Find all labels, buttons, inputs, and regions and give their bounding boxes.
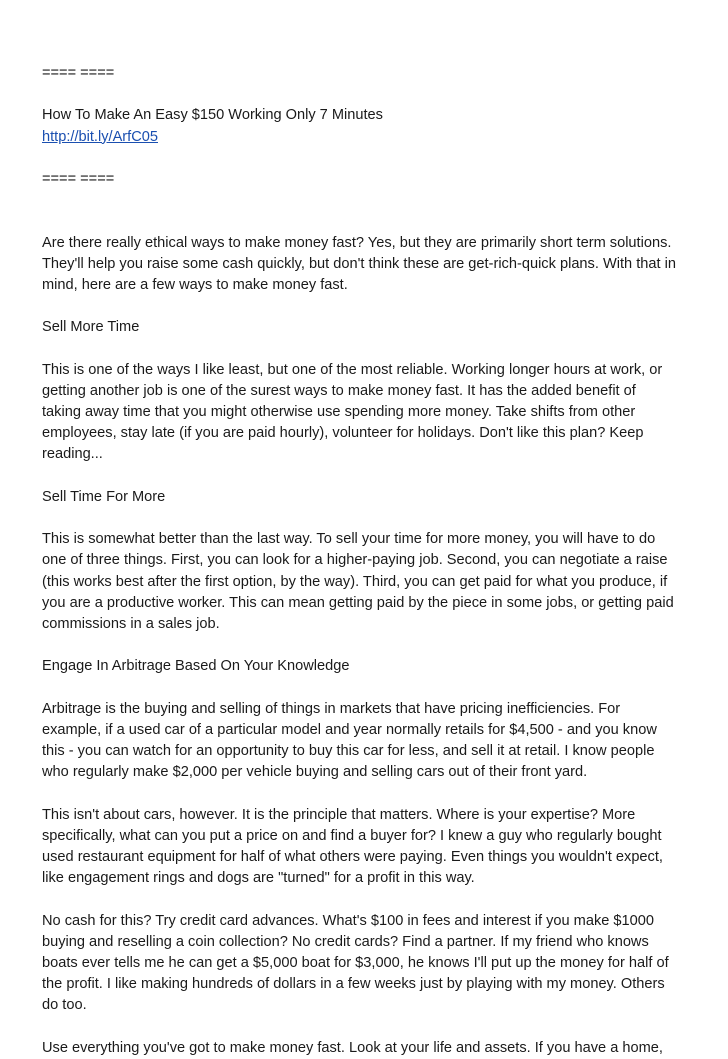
spacer <box>42 148 690 169</box>
document-title: How To Make An Easy $150 Working Only 7 Minutes <box>42 107 383 124</box>
spacer <box>42 783 690 804</box>
paragraph-line: commissions in a sales job. <box>42 615 220 632</box>
paragraph-line: this - you can watch for an opportunity to buy this car for less, and sell it at retail. I know people <box>42 743 655 759</box>
paragraph-line: Arbitrage is the buying and selling of things in markets that have pricing inefficiencies. For <box>42 700 621 717</box>
section-arbitrage <box>42 656 690 783</box>
source-link-text[interactable]: http://bit.ly/ArfC05 <box>42 128 158 145</box>
spacer <box>42 635 690 656</box>
paragraph-line: used restaurant equipment for half of what others were paying. Even things you wouldn't expect, <box>42 848 663 865</box>
intro-paragraph <box>42 233 690 297</box>
paragraph-line: This isn't about cars, however. It is the principle that matters. Where is your expertise? More <box>42 806 636 823</box>
spacer <box>42 84 690 105</box>
paragraph-principle <box>42 805 690 890</box>
paragraph-line: who regularly make $2,000 per vehicle buying and selling cars out of their front yard. <box>42 764 588 781</box>
separator-top: ==== ==== <box>42 65 115 81</box>
paragraph-line: Are there really ethical ways to make money fast? Yes, but they are primarily short term solutions. <box>42 234 672 251</box>
paragraph-line: reading... <box>42 446 103 463</box>
paragraph-line: (this works best after the first option, by the way). Third, you can get paid for what you produce, if <box>42 573 668 590</box>
paragraph-line: like engagement rings and dogs are "turned" for a profit in this way. <box>42 870 475 887</box>
paragraph-use-everything <box>42 1038 690 1059</box>
spacer <box>42 889 690 910</box>
spacer <box>42 677 690 698</box>
paragraph-line: do too. <box>42 997 87 1014</box>
paragraph-line: one of three things. First, you can look for a higher-paying job. Second, you can negotiate a raise <box>42 552 668 569</box>
paragraph-line: the profit. I like making hundreds of dollars in a few weeks just by playing with my money. Others <box>42 976 665 993</box>
paragraph-line: you are a productive worker. This can mean getting paid by the piece in some jobs, or getting paid <box>42 594 674 611</box>
section-heading: Sell Time For More <box>42 488 166 505</box>
paragraph-line: specifically, what can you put a price on and find a buyer for? I knew a guy who regularly bought <box>42 827 662 844</box>
section-sell-time-for-more <box>42 487 690 635</box>
separator-bottom: ==== ==== <box>42 170 115 187</box>
paragraph-line: Use everything you've got to make money fast. Look at your life and assets. If you have a home, <box>42 1039 663 1056</box>
spacer <box>42 296 690 317</box>
spacer <box>42 1016 690 1037</box>
paragraph-line: No cash for this? Try credit card advances. What's $100 in fees and interest if you make $1000 <box>42 912 654 929</box>
paragraph-line: This is somewhat better than the last way. To sell your time for more money, you will have to do <box>42 531 656 548</box>
paragraph-line: getting another job is one of the surest ways to make money fast. It has the added benefit of <box>42 382 636 399</box>
spacer <box>42 190 690 211</box>
section-heading: Sell More Time <box>42 319 140 336</box>
paragraph-line: example, if a used car of a particular model and year normally retails for $4,500 - and you know <box>42 721 657 738</box>
paragraph-line: boats ever tells me he can get a $5,000 boat for $3,000, he knows I'll put up the money for half of <box>42 954 669 971</box>
paragraph-line: taking away time that you might otherwise use spending more money. Take shifts from other <box>42 404 636 420</box>
paragraph-line: employees, stay late (if you are paid hourly), volunteer for holidays. Don't like this plan? Keep <box>42 425 644 442</box>
section-heading: Engage In Arbitrage Based On Your Knowledge <box>42 658 350 675</box>
spacer <box>42 211 690 232</box>
paragraph-line: They'll help you raise some cash quickly, but don't think these are get-rich-quick plans. With that in <box>42 255 676 272</box>
document-page <box>42 63 690 1059</box>
paragraph-line: buying and reselling a coin collection? No credit cards? Find a partner. If my friend who knows <box>42 933 649 950</box>
spacer <box>42 508 690 529</box>
spacer <box>42 466 690 487</box>
spacer <box>42 338 690 359</box>
source-link[interactable] <box>42 127 690 148</box>
paragraph-line: mind, here are a few ways to make money fast. <box>42 276 348 293</box>
paragraph-no-cash <box>42 911 690 1017</box>
paragraph-line: This is one of the ways I like least, but one of the most reliable. Working longer hours at work, or <box>42 361 663 378</box>
section-sell-more-time <box>42 317 690 465</box>
